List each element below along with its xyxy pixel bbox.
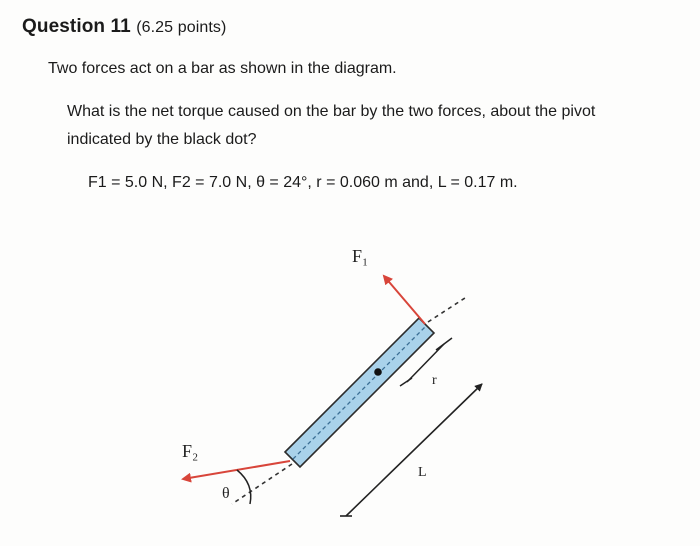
- force-f1-arrow: [384, 276, 425, 324]
- force-f2-arrow: [183, 461, 290, 479]
- L-label: L: [418, 465, 427, 480]
- question-intro: Two forces act on a bar as shown in the diagram.: [48, 60, 397, 77]
- question-title: Question 11: [22, 16, 131, 37]
- r-label: r: [432, 373, 437, 388]
- question-prompt: What is the net torque caused on the bar by the two forces, about the pivot indicated by the black dot?: [67, 103, 596, 148]
- question-givens: F1 = 5.0 N, F2 = 7.0 N, θ = 24°, r = 0.060 m and, L = 0.17 m.: [88, 174, 518, 191]
- question-points: (6.25 points): [136, 19, 227, 36]
- theta-label: θ: [222, 485, 230, 502]
- f2-label: F₂: [182, 441, 199, 461]
- L-dimension-line: [346, 384, 482, 516]
- bar-extension-top: [428, 296, 468, 322]
- pivot-dot: [374, 368, 382, 376]
- theta-arc: [237, 470, 251, 504]
- f1-label: F₁: [352, 246, 369, 266]
